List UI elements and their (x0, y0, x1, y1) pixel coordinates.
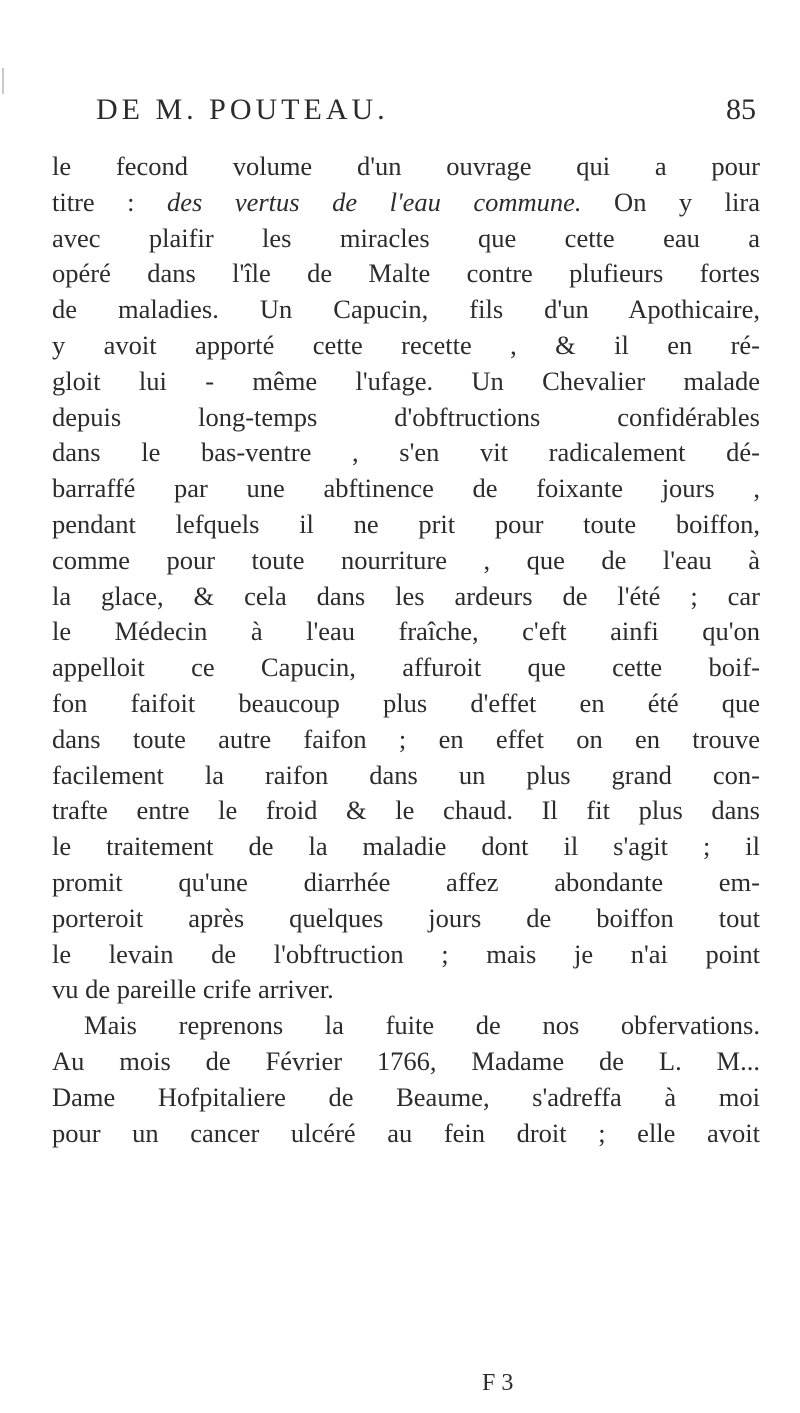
text-line: le Médecin à l'eau fraîche, c'eft ainfi qu'on (52, 616, 760, 647)
text-line: depuis long-temps d'obftructions confidérables (52, 401, 760, 432)
text-line: opéré dans l'île de Malte contre plufieurs fortes (52, 258, 760, 289)
text-line: barraffé par une abftinence de foixante jours , (52, 473, 760, 504)
text-line: gloit lui - même l'ufage. Un Chevalier malade (52, 365, 760, 396)
text-line: dans le bas-ventre , s'en vit radicalement dé- (52, 437, 760, 468)
text-line: appelloit ce Capucin, affuroit que cette boif- (52, 652, 760, 683)
running-head: DE M. POUTEAU. (96, 93, 389, 126)
signature-mark: F 3 (482, 1370, 514, 1396)
text-line-tail: On y lira (581, 186, 760, 217)
text-line: comme pour toute nourriture , que de l'eau à (52, 544, 760, 575)
text-line: pour un cancer ulcéré au fein droit ; elle avoit (52, 1117, 760, 1148)
work-title: des vertus de l'eau commune. (167, 186, 582, 217)
text-line: le traitement de la maladie dont il s'agit ; il (52, 831, 760, 862)
text-line: pendant lefquels il ne prit pour toute boiffon, (52, 508, 760, 539)
text-line-lead: titre : (52, 186, 168, 217)
text-line: dans toute autre faifon ; en effet on en trouve (52, 723, 760, 754)
text-line: le levain de l'obftruction ; mais je n'ai point (52, 938, 760, 969)
text-line: de maladies. Un Capucin, fils d'un Apothicaire, (52, 294, 760, 325)
text-line: porteroit après quelques jours de boiffon tout (52, 902, 760, 933)
margin-mark (2, 68, 4, 94)
text-line: y avoit apporté cette recette , & il en ré- (52, 329, 760, 360)
text-line: promit qu'une diarrhée affez abondante em- (52, 866, 760, 897)
body-text (52, 149, 760, 1151)
text-line: le fecond volume d'un ouvrage qui a pour (52, 151, 760, 181)
text-line: vu de pareille crife arriver. (52, 974, 334, 1005)
text-line: la glace, & cela dans les ardeurs de l'été ; car (52, 580, 760, 611)
page-header (96, 93, 756, 133)
text-line-title (52, 185, 760, 221)
page-number: 85 (726, 93, 756, 126)
text-line: fon faifoit beaucoup plus d'effet en été que (52, 687, 760, 718)
text-line: Dame Hofpitaliere de Beaume, s'adreffa à moi (52, 1081, 760, 1112)
text-line: Mais reprenons la fuite de nos obfervations. (84, 1010, 760, 1041)
text-line: facilement la raifon dans un plus grand con- (52, 759, 760, 790)
text-line: avec plaifir les miracles que cette eau a (52, 222, 760, 253)
text-line: Au mois de Février 1766, Madame de L. M... (52, 1045, 760, 1076)
text-line: trafte entre le froid & le chaud. Il fit plus dans (52, 795, 760, 826)
